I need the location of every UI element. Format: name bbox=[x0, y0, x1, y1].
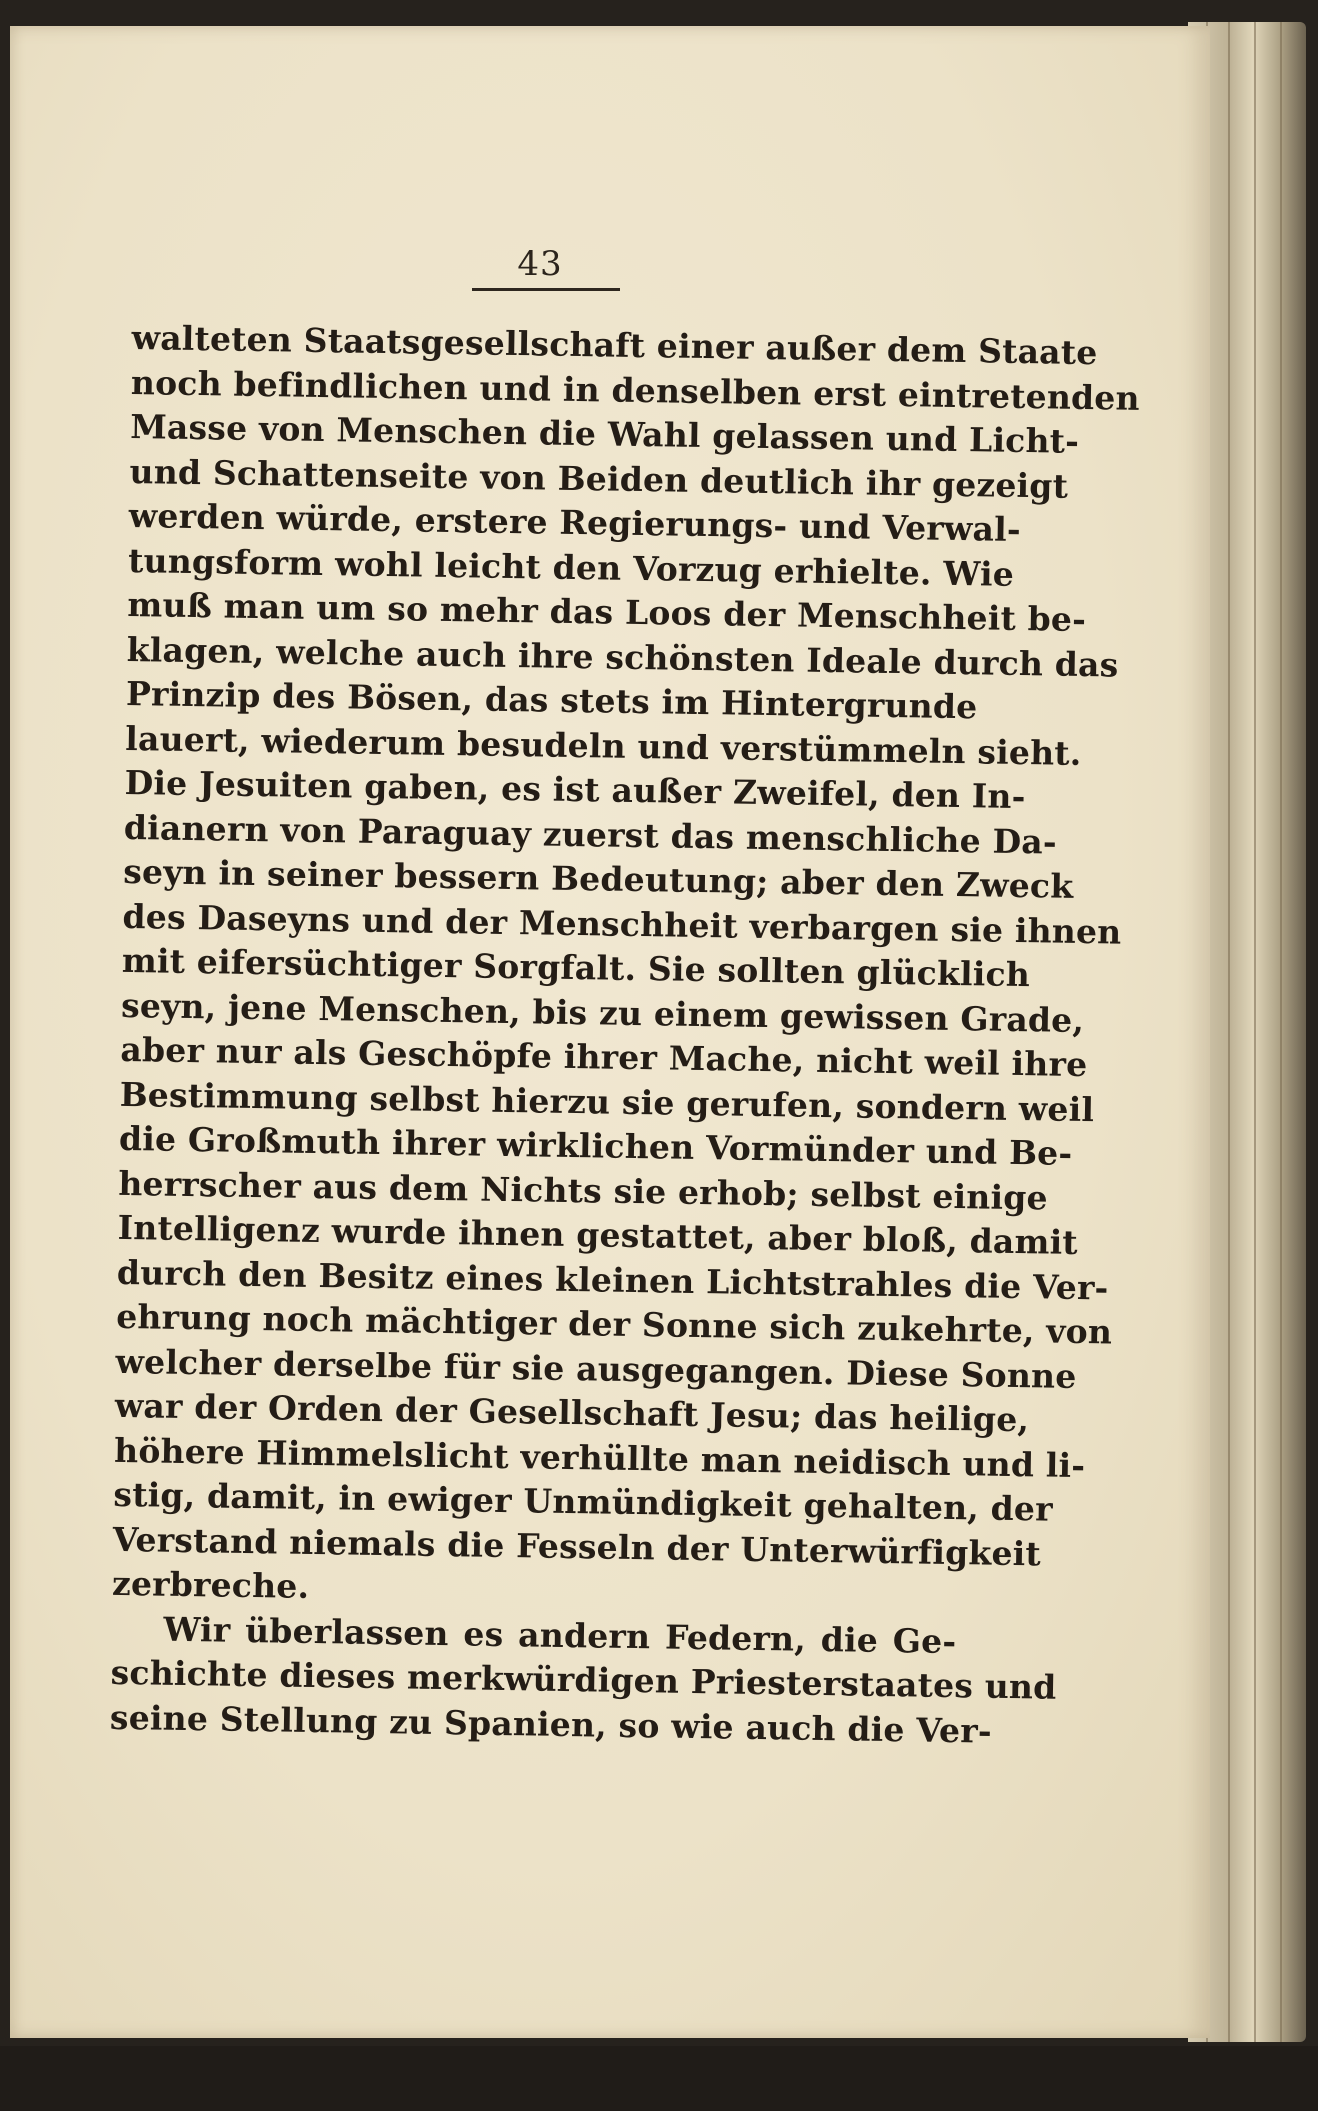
text-line: höhere Himmelslicht verhüllte man neidisch und li- bbox=[113, 1430, 1086, 1485]
text-line: durch den Besitz eines kleinen Lichtstrahles die Ver- bbox=[116, 1252, 1109, 1307]
text-line: des Daseyns und der Menschheit verbargen sie ihnen bbox=[122, 896, 1122, 952]
text-line: aber nur als Geschöpfe ihrer Mache, nicht weil ihre bbox=[120, 1029, 1088, 1085]
text-line: klagen, welche auch ihre schönsten Ideale durch das bbox=[126, 629, 1119, 685]
text-line: war der Orden der Gesellschaft Jesu; das heilige, bbox=[114, 1385, 1030, 1440]
book-page bbox=[10, 26, 1210, 2038]
text-line: seyn in seiner bessern Bedeutung; aber den Zweck bbox=[122, 851, 1074, 906]
text-line: seyn, jene Menschen, bis zu einem gewissen Grade, bbox=[120, 985, 1085, 1040]
text-line: und Schattenseite von Beiden deutlich ihr gezeigt bbox=[129, 451, 1069, 506]
text-line: Prinzip des Bösen, das stets im Hintergrunde bbox=[125, 673, 978, 727]
text-line: Intelligenz wurde ihnen gestattet, aber bloß, damit bbox=[117, 1207, 1079, 1262]
scan-bottom-edge bbox=[0, 2046, 1318, 2111]
text-line: walteten Staatsgesellschaft einer außer dem Staate bbox=[131, 317, 1098, 373]
page-edge-line bbox=[1228, 22, 1230, 2042]
text-line: Verstand niemals die Fesseln der Unterwürfigkeit bbox=[112, 1519, 1042, 1573]
page-number-rule bbox=[472, 288, 620, 291]
page-number: 43 bbox=[517, 244, 563, 284]
text-line: herrscher aus dem Nichts sie erhob; selbst einige bbox=[118, 1163, 1049, 1217]
page-edge-line bbox=[1280, 22, 1282, 2042]
text-line: mit eifersüchtiger Sorgfalt. Sie sollten glücklich bbox=[121, 940, 1031, 995]
body-text bbox=[109, 316, 1141, 1753]
page-edge-line bbox=[1254, 22, 1256, 2042]
paragraph-end-line: zerbreche. bbox=[111, 1563, 310, 1606]
text-line: muß man um so mehr das Loos der Menschheit be- bbox=[127, 584, 1087, 640]
text-line: Masse von Menschen die Wahl gelassen und Licht- bbox=[129, 406, 1080, 461]
text-line: lauert, wiederum besudeln und verstümmeln sieht. bbox=[125, 718, 1082, 773]
text-line: ehrung noch mächtiger der Sonne sich zukehrte, von bbox=[115, 1296, 1113, 1352]
text-line: Die Jesuiten gaben, es ist außer Zweifel, den In- bbox=[124, 762, 1026, 817]
text-line: stig, damit, in ewiger Unmündigkeit gehalten, der bbox=[113, 1474, 1054, 1529]
text-line: seine Stellung zu Spanien, so wie auch die Ver- bbox=[109, 1697, 993, 1751]
text-line: Bestimmung selbst hierzu sie gerufen, sondern weil bbox=[119, 1074, 1095, 1129]
text-line: noch befindlichen und in denselben erst eintretenden bbox=[130, 362, 1141, 418]
text-line: welcher derselbe für sie ausgegangen. Diese Sonne bbox=[115, 1341, 1077, 1396]
text-line: schichte dieses merkwürdigen Priesterstaates und bbox=[110, 1652, 1057, 1707]
text-line: tungsform wohl leicht den Vorzug erhielte. Wie bbox=[127, 540, 1015, 594]
text-line: werden würde, erstere Regierungs- und Verwal- bbox=[128, 495, 1022, 549]
text-line: die Großmuth ihrer wirklichen Vormünder und Be- bbox=[118, 1118, 1073, 1173]
paragraph-start-line: Wir überlassen es andern Federn, die Ge- bbox=[163, 1609, 957, 1661]
text-line: dianern von Paraguay zuerst das menschliche Da- bbox=[123, 807, 1058, 862]
